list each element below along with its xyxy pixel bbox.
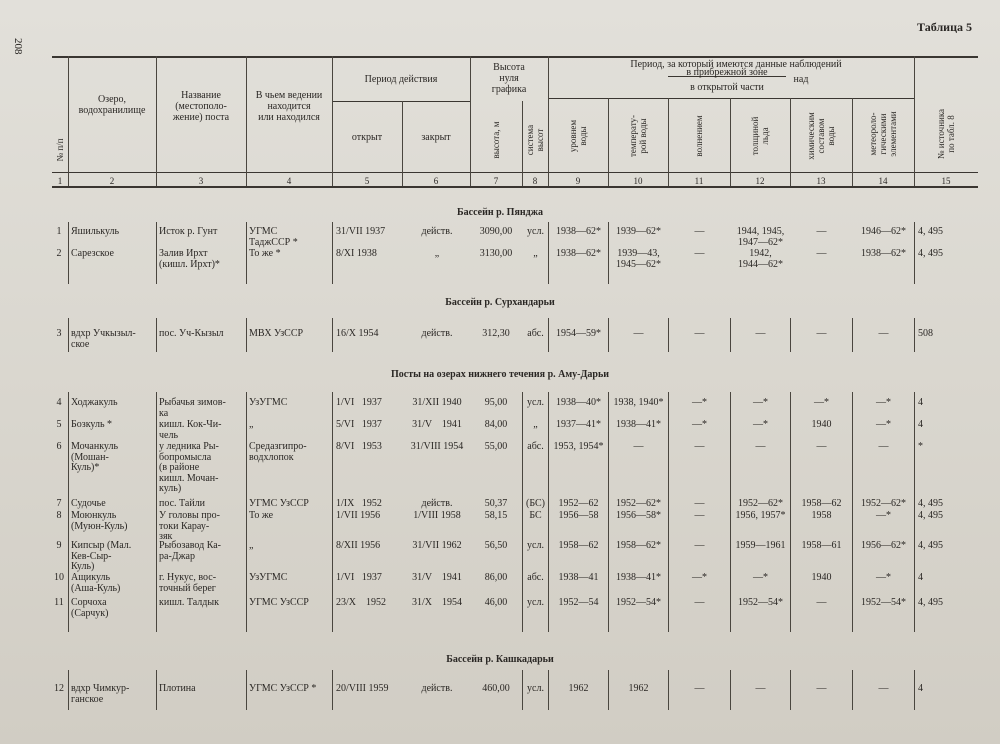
cell-post: Рыбозавод Ка- ра-Джар: [159, 540, 222, 562]
column-rule: [246, 318, 247, 352]
column-rule: [852, 318, 853, 352]
cell-c15: 4, 495: [918, 226, 943, 237]
cell-lake: вдхр Чимкур- ганское: [71, 683, 130, 705]
cell-c10: 1952—62*: [616, 498, 661, 509]
header-divider: [548, 56, 549, 186]
cell-c14: 1946—62*: [861, 226, 906, 237]
column-rule: [68, 318, 69, 352]
header-bottom-rule: [52, 186, 978, 188]
column-rule: [548, 392, 549, 632]
column-number: 15: [941, 176, 951, 186]
cell-lake: Ащикуль (Аша-Куль): [71, 572, 121, 594]
section-heading: Бассейн р. Кашкадарьи: [446, 654, 554, 665]
cell-c10: 1938—41*: [616, 419, 661, 430]
cell-open: 1/VI 1937: [336, 572, 382, 583]
cell-h: 84,00: [484, 419, 508, 430]
column-rule: [156, 670, 157, 710]
cell-post: Рыбачья зимов- ка: [159, 397, 226, 419]
header-divider: [608, 98, 609, 186]
cell-c9: 1952—62: [558, 498, 599, 509]
table-title: Таблица 5: [917, 20, 972, 34]
cell-h: 50,37: [484, 498, 508, 509]
cell-c14: 1952—62*: [861, 498, 906, 509]
column-rule: [914, 670, 915, 710]
header-divider: [852, 98, 853, 186]
cell-c12: 1952—62*: [738, 498, 783, 509]
cell-sys: абс.: [527, 441, 544, 452]
cell-c10: 1939—43, 1945—62*: [616, 248, 661, 270]
cell-open: 31/VII 1937: [336, 226, 386, 237]
column-rule: [852, 392, 853, 632]
cell-open: 8/VI 1953: [336, 441, 382, 452]
cell-h: 86,00: [484, 572, 508, 583]
cell-c11: —: [694, 510, 705, 521]
cell-open: 1/VI 1937: [336, 397, 382, 408]
cell-open: 8/XII 1956: [336, 540, 381, 551]
column-rule: [156, 222, 157, 284]
column-number: 12: [755, 176, 765, 186]
cell-c14: —*: [876, 419, 891, 430]
column-number: 7: [493, 176, 499, 186]
cell-c13: —: [816, 441, 827, 452]
cell-lake: Судочье: [71, 498, 106, 509]
cell-c14: —: [878, 683, 889, 694]
cell-lake: Ходжакуль: [71, 397, 118, 408]
cell-c9: 1952—54: [558, 597, 599, 608]
cell-c14: —: [878, 441, 889, 452]
column-rule: [668, 392, 669, 632]
cell-c14: —: [878, 328, 889, 339]
cell-n: 6: [56, 441, 62, 452]
system-header: система высот: [525, 124, 545, 156]
cell-c11: —: [694, 441, 705, 452]
cell-org: УГМС УзССР: [249, 597, 309, 608]
cell-n: 10: [54, 572, 64, 583]
column-number: 13: [816, 176, 826, 186]
cell-c11: —: [694, 498, 705, 509]
column-number: 4: [286, 176, 292, 186]
cell-c12: 1956, 1957*: [735, 510, 786, 521]
cell-closed: 31/V 1941: [412, 419, 462, 430]
cell-c12: —*: [753, 397, 768, 408]
cell-c14: —*: [876, 572, 891, 583]
cell-org: УГМС ТаджССР *: [249, 226, 298, 248]
cell-c13: —: [816, 226, 827, 237]
column-rule: [68, 392, 69, 632]
column-number: 14: [878, 176, 888, 186]
c13-header: химическим составом воды: [806, 112, 836, 160]
obs-rule: [548, 98, 914, 99]
opened-header: открыт: [351, 132, 383, 143]
cell-c12: 1944, 1945, 1947—62*: [736, 226, 785, 248]
column-rule: [790, 318, 791, 352]
cell-post: кишл. Кок-Чи- чель: [159, 419, 222, 441]
cell-sys: усл.: [527, 540, 544, 551]
cell-c9: 1938—40*: [556, 397, 601, 408]
cell-c13: —: [816, 248, 827, 259]
column-rule: [914, 392, 915, 632]
section-heading: Посты на озерах нижнего течения р. Аму-Дарьи: [390, 369, 609, 380]
cell-c15: 4: [918, 683, 923, 694]
column-number: 2: [109, 176, 115, 186]
column-rule: [914, 222, 915, 284]
header-divider: [668, 98, 669, 186]
cell-c15: 4: [918, 572, 923, 583]
cell-open: 1/IX 1952: [336, 498, 382, 509]
cell-post: Плотина: [159, 683, 196, 694]
period-rule: [332, 101, 470, 102]
column-rule: [246, 392, 247, 632]
cell-closed: 31/VIII 1954: [410, 441, 464, 452]
column-rule: [790, 392, 791, 632]
column-rule: [548, 670, 549, 710]
cell-h: 55,00: [484, 441, 508, 452]
cell-c15: 508: [918, 328, 933, 339]
cell-sys: усл.: [527, 226, 544, 237]
cell-c10: 1962: [628, 683, 649, 694]
cell-c10: 1952—54*: [616, 597, 661, 608]
cell-c12: —*: [753, 419, 768, 430]
cell-open: 8/XI 1938: [336, 248, 377, 259]
cell-closed: действ.: [421, 328, 453, 339]
cell-closed: 31/V 1941: [412, 572, 462, 583]
col-lake-header: Озеро, водохранилище: [78, 94, 146, 116]
column-rule: [608, 670, 609, 710]
over-header: над: [793, 74, 809, 85]
cell-lake: Кипсыр (Мал. Кев-Сыр- Куль): [71, 540, 132, 572]
column-rule: [332, 222, 333, 284]
header-divider: [68, 56, 69, 186]
header-divider: [402, 101, 403, 186]
cell-open: 23/X 1952: [336, 597, 386, 608]
column-rule: [68, 222, 69, 284]
c10-header: температу- рой воды: [628, 114, 648, 158]
column-rule: [730, 670, 731, 710]
cell-lake: вдхр Учкызыл- ское: [71, 328, 136, 350]
coastal-header: в прибрежной зоне: [686, 67, 768, 78]
cell-h: 3130,00: [479, 248, 513, 259]
cell-closed: действ.: [421, 683, 453, 694]
column-rule: [246, 222, 247, 284]
cell-c9: 1938—62*: [556, 248, 601, 259]
cell-n: 1: [56, 226, 62, 237]
column-rule: [548, 318, 549, 352]
cell-lake: Яшилькуль: [71, 226, 120, 237]
cell-org: МВХ УзССР: [249, 328, 304, 339]
cell-c12: —: [755, 328, 766, 339]
header-divider: [470, 56, 471, 186]
cell-c11: —*: [692, 572, 707, 583]
column-number: 11: [694, 176, 704, 186]
cell-org: То же: [249, 510, 274, 521]
cell-c15: *: [918, 441, 923, 452]
cell-c12: 1942, 1944—62*: [738, 248, 783, 270]
column-rule: [332, 392, 333, 632]
cell-c14: 1952—54*: [861, 597, 906, 608]
cell-closed: 1/VIII 1958: [413, 510, 461, 521]
cell-sys: усл.: [527, 597, 544, 608]
cell-closed: действ.: [421, 498, 453, 509]
cell-n: 5: [56, 419, 62, 430]
cell-c14: 1956—62*: [861, 540, 906, 551]
cell-post: у ледника Ры- бопромысла (в районе кишл. Мочан- куль): [159, 441, 219, 494]
zero-header: Высота нуля графика: [491, 62, 527, 95]
cell-c9: 1938—41: [558, 572, 599, 583]
cell-c15: 4, 495: [918, 498, 943, 509]
cell-c11: —: [694, 226, 705, 237]
header-divider: [914, 56, 915, 186]
cell-c13: —: [816, 597, 827, 608]
header-top-rule: [52, 56, 978, 58]
cell-c13: 1940: [811, 419, 832, 430]
observations-header: Период, за который имеются данные наблюдений: [630, 59, 842, 70]
header-divider: [246, 56, 247, 186]
cell-open: 16/X 1954: [336, 328, 379, 339]
column-rule: [668, 318, 669, 352]
cell-c13: 1958—62: [801, 498, 842, 509]
column-rule: [332, 318, 333, 352]
cell-org: „: [249, 419, 254, 430]
cell-c11: —: [694, 597, 705, 608]
cell-c9: 1956—58: [558, 510, 599, 521]
col-post-header: Название (местополо- жение) поста: [172, 90, 230, 123]
cell-sys: „: [533, 419, 538, 430]
cell-lake: Бозкуль *: [71, 419, 113, 430]
cell-h: 46,00: [484, 597, 508, 608]
cell-c15: 4, 495: [918, 540, 943, 551]
section-heading: Бассейн р. Сурхандарьи: [445, 297, 555, 308]
cell-h: 95,00: [484, 397, 508, 408]
cell-lake: Сарезское: [71, 248, 114, 259]
cell-c11: —*: [692, 419, 707, 430]
cell-c9: 1938—62*: [556, 226, 601, 237]
cell-post: У головы про- токи Карау- зяк: [159, 510, 220, 542]
section-heading: Бассейн р. Пянджа: [457, 207, 543, 218]
cell-h: 56,50: [484, 540, 508, 551]
cell-h: 312,30: [482, 328, 510, 339]
cell-post: кишл. Талдык: [159, 597, 219, 608]
cell-c14: —*: [876, 397, 891, 408]
column-number: 1: [57, 176, 63, 186]
cell-c12: —: [755, 441, 766, 452]
col-org-header: В чьем ведении находится или находился: [255, 90, 323, 123]
cell-c15: 4: [918, 397, 923, 408]
column-rule: [156, 392, 157, 632]
cell-post: Залив Ирхт (кишл. Ирхт)*: [159, 248, 220, 270]
cell-c11: —*: [692, 397, 707, 408]
cell-sys: абс.: [527, 328, 544, 339]
column-rule: [790, 670, 791, 710]
cell-org: УзУГМС: [249, 397, 288, 408]
header-divider: [730, 98, 731, 186]
column-rule: [608, 392, 609, 632]
cell-n: 4: [56, 397, 62, 408]
cell-c11: —: [694, 248, 705, 259]
cell-lake: Сорчоха (Сарчук): [71, 597, 109, 619]
cell-closed: действ.: [421, 226, 453, 237]
height-header: высота, м: [491, 121, 501, 159]
cell-org: УГМС УзССР *: [249, 683, 317, 694]
cell-c10: 1938—41*: [616, 572, 661, 583]
cell-c9: 1954—59*: [556, 328, 601, 339]
c9-header: уровнем воды: [568, 119, 588, 153]
c12-header: толщиной льда: [750, 116, 770, 156]
cell-org: УзУГМС: [249, 572, 288, 583]
column-rule: [730, 392, 731, 632]
cell-c13: —: [816, 683, 827, 694]
cell-c10: 1938, 1940*: [613, 397, 664, 408]
column-number: 3: [198, 176, 204, 186]
header-mid-rule: [52, 172, 978, 173]
c14-header: метеороло- гическими элементами: [868, 111, 898, 157]
cell-c14: 1938—62*: [861, 248, 906, 259]
cell-n: 8: [56, 510, 62, 521]
col-num-header: № п/п: [55, 138, 65, 162]
cell-c10: 1939—62*: [616, 226, 661, 237]
column-number: 8: [532, 176, 538, 186]
cell-closed: 31/X 1954: [412, 597, 462, 608]
cell-open: 20/VIII 1959: [336, 683, 389, 694]
column-rule: [914, 318, 915, 352]
column-rule: [608, 318, 609, 352]
cell-n: 9: [56, 540, 62, 551]
cell-lake: Моюнкуль (Муюн-Куль): [71, 510, 128, 532]
header-divider: [790, 98, 791, 186]
cell-post: г. Нукус, вос- точный берег: [159, 572, 217, 594]
cell-c10: —: [633, 328, 644, 339]
column-number: 10: [633, 176, 643, 186]
column-rule: [156, 318, 157, 352]
cell-h: 3090,00: [479, 226, 513, 237]
cell-n: 11: [54, 597, 64, 608]
cell-org: „: [249, 540, 254, 551]
cell-org: УГМС УзССР: [249, 498, 309, 509]
cell-c11: —: [694, 540, 705, 551]
cell-c13: 1958—61: [801, 540, 842, 551]
cell-closed: „: [434, 248, 440, 259]
cell-c11: —: [694, 328, 705, 339]
cell-c15: 4, 495: [918, 510, 943, 521]
cell-c15: 4, 495: [918, 248, 943, 259]
cell-c9: 1937—41*: [556, 419, 601, 430]
cell-lake: Мочанкуль (Мошан- Куль)*: [71, 441, 119, 473]
column-rule: [68, 670, 69, 710]
cell-open: 5/VI 1937: [336, 419, 382, 430]
cell-c12: —*: [753, 572, 768, 583]
cell-c12: 1952—54*: [738, 597, 783, 608]
cell-closed: 31/XII 1940: [412, 397, 462, 408]
cell-c11: —: [694, 683, 705, 694]
column-rule: [852, 670, 853, 710]
cell-c10: 1956—58*: [616, 510, 661, 521]
cell-h: 58,15: [484, 510, 508, 521]
cell-c15: 4: [918, 419, 923, 430]
cell-c12: —: [755, 683, 766, 694]
header-divider: [332, 56, 333, 186]
cell-c13: 1958: [811, 510, 832, 521]
cell-c12: 1959—1961: [735, 540, 786, 551]
cell-post: Исток р. Гунт: [159, 226, 218, 237]
closed-header: закрыт: [421, 132, 451, 143]
period-header: Период действия: [364, 74, 438, 85]
cell-sys: абс.: [527, 572, 544, 583]
cell-h: 460,00: [482, 683, 510, 694]
cell-org: Средазгипро- водхлопок: [249, 441, 307, 463]
cell-c9: 1958—62: [558, 540, 599, 551]
cell-c13: —*: [814, 397, 829, 408]
c11-header: волнением: [694, 115, 704, 157]
cell-org: То же *: [249, 248, 281, 259]
column-number: 6: [433, 176, 439, 186]
cell-c10: —: [633, 441, 644, 452]
cell-open: 1/VII 1956: [336, 510, 381, 521]
cell-closed: 31/VII 1962: [412, 540, 462, 551]
column-rule: [246, 670, 247, 710]
cell-n: 2: [56, 248, 62, 259]
page-number: 208: [12, 38, 24, 55]
column-number: 5: [364, 176, 370, 186]
cell-sys: (БС): [525, 498, 545, 509]
cell-c10: 1958—62*: [616, 540, 661, 551]
cell-sys: „: [533, 248, 538, 259]
cell-c9: 1962: [568, 683, 589, 694]
column-rule: [548, 222, 549, 284]
cell-n: 12: [54, 683, 64, 694]
column-rule: [668, 670, 669, 710]
cell-c13: 1940: [811, 572, 832, 583]
cell-c9: 1953, 1954*: [553, 441, 604, 452]
cell-post: пос. Уч-Кызыл: [159, 328, 224, 339]
cell-n: 3: [56, 328, 62, 339]
cell-c14: —*: [876, 510, 891, 521]
open-part-header: в открытой части: [690, 82, 764, 93]
cell-c13: —: [816, 328, 827, 339]
cell-c15: 4, 495: [918, 597, 943, 608]
cell-sys: усл.: [527, 397, 544, 408]
header-divider: [156, 56, 157, 186]
cell-sys: усл.: [527, 683, 544, 694]
cell-post: пос. Тайли: [159, 498, 206, 509]
column-number: 9: [575, 176, 581, 186]
header-divider: [522, 101, 523, 186]
column-rule: [332, 670, 333, 710]
column-rule: [608, 222, 609, 284]
cell-sys: БС: [529, 510, 542, 521]
c15-header: № источника по табл. 8: [936, 108, 956, 160]
cell-n: 7: [56, 498, 62, 509]
column-rule: [730, 318, 731, 352]
